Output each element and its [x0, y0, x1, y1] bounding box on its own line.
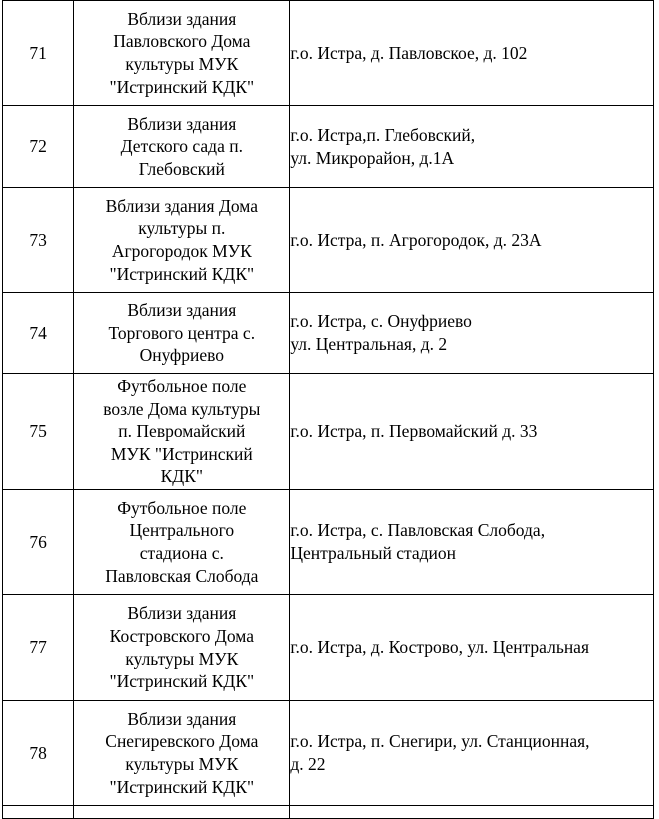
text-line: КДК"	[160, 466, 204, 487]
row-number: 77	[3, 595, 74, 701]
text-line: Онуфриево	[139, 345, 225, 366]
location-description	[74, 701, 290, 806]
address	[290, 1, 654, 106]
locations-table	[2, 0, 654, 819]
address	[290, 374, 654, 490]
table-row	[3, 106, 654, 188]
address	[290, 490, 654, 595]
text-line: Детского сада п.	[120, 136, 243, 157]
text-line: Павловская Слобода	[105, 565, 259, 586]
text-line: "Истринский КДК"	[109, 776, 255, 797]
text-line: г.о. Истра, с. Онуфриево	[290, 311, 472, 332]
table-row	[3, 374, 654, 490]
text-line: Павловского Дома	[113, 31, 251, 52]
row-number: 71	[3, 1, 74, 106]
text-line: Вблизи здания Дома	[105, 195, 259, 216]
text-line: Вблизи здания	[127, 708, 237, 729]
text-line: Костровского Дома	[109, 625, 254, 646]
row-number: 75	[3, 374, 74, 490]
address	[290, 188, 654, 293]
table-row	[3, 188, 654, 293]
text-line: г.о. Истра, с. Павловская Слобода,	[290, 520, 546, 541]
address	[290, 701, 654, 806]
text-line: г.о. Истра, п. Первомайский д. 33	[290, 421, 538, 442]
row-number: 76	[3, 490, 74, 595]
text-line: д. 22	[290, 754, 326, 774]
text-line: Торгового центра с.	[108, 322, 256, 343]
text-line: культуры МУК	[125, 54, 239, 74]
row-number: 78	[3, 701, 74, 806]
text-line: культуры п.	[138, 218, 226, 239]
address	[290, 293, 654, 374]
text-line: п. Певромайский	[118, 421, 246, 442]
text-line: Снегиревского Дома	[105, 731, 259, 752]
location-description	[74, 490, 290, 595]
location-description	[74, 188, 290, 293]
text-line: Агрогородок МУК	[111, 241, 252, 261]
table-row	[3, 701, 654, 806]
table-row-cut-off	[3, 806, 654, 819]
row-number: 72	[3, 106, 74, 188]
text-line: МУК "Истринский	[110, 443, 253, 464]
text-line: Вблизи здания	[127, 8, 237, 29]
location-description	[74, 1, 290, 106]
text-line: ул. Микрорайон, д.1А	[290, 147, 455, 168]
address-cut-off	[290, 806, 654, 819]
text-line: Вблизи здания	[127, 300, 237, 321]
table-row	[3, 595, 654, 701]
text-line: Глебовский	[138, 158, 225, 179]
address	[290, 595, 654, 701]
text-line: культуры МУК	[125, 648, 239, 669]
text-line: Футбольное поле	[117, 497, 247, 518]
text-line: Футбольное поле	[117, 376, 247, 397]
text-line: г.о. Истра, д. Кострово, ул. Центральная	[290, 637, 590, 658]
text-line: г.о. Истра, д. Павловское, д. 102	[290, 42, 528, 63]
table-body	[3, 1, 654, 819]
text-line: ул. Центральная, д. 2	[290, 334, 448, 354]
location-description	[74, 293, 290, 374]
location-description-cut-off	[74, 806, 290, 819]
text-line: "Истринский КДК"	[109, 263, 255, 284]
text-line: культуры МУК	[125, 754, 239, 774]
row-number: 74	[3, 293, 74, 374]
text-line: возле Дома культуры	[103, 398, 261, 419]
text-line: "Истринский КДК"	[109, 671, 255, 692]
text-line: г.о. Истра, п. Снегири, ул. Станционная,	[290, 731, 590, 752]
text-line: стадиона с.	[139, 543, 224, 563]
row-number: 73	[3, 188, 74, 293]
text-line: Центрального	[129, 520, 235, 541]
text-line: г.о. Истра, п. Агрогородок, д. 23А	[290, 229, 542, 250]
table-row	[3, 1, 654, 106]
text-line: Центральный стадион	[290, 543, 456, 563]
address	[290, 106, 654, 188]
text-line: "Истринский КДК"	[109, 76, 255, 97]
text-line: г.о. Истра,п. Глебовский,	[290, 124, 476, 145]
table-row	[3, 293, 654, 374]
row-number-cut-off	[3, 806, 74, 819]
location-description	[74, 374, 290, 490]
text-line: Вблизи здания	[127, 603, 237, 624]
table-row	[3, 490, 654, 595]
text-line: Вблизи здания	[127, 113, 237, 134]
location-description	[74, 595, 290, 701]
location-description	[74, 106, 290, 188]
